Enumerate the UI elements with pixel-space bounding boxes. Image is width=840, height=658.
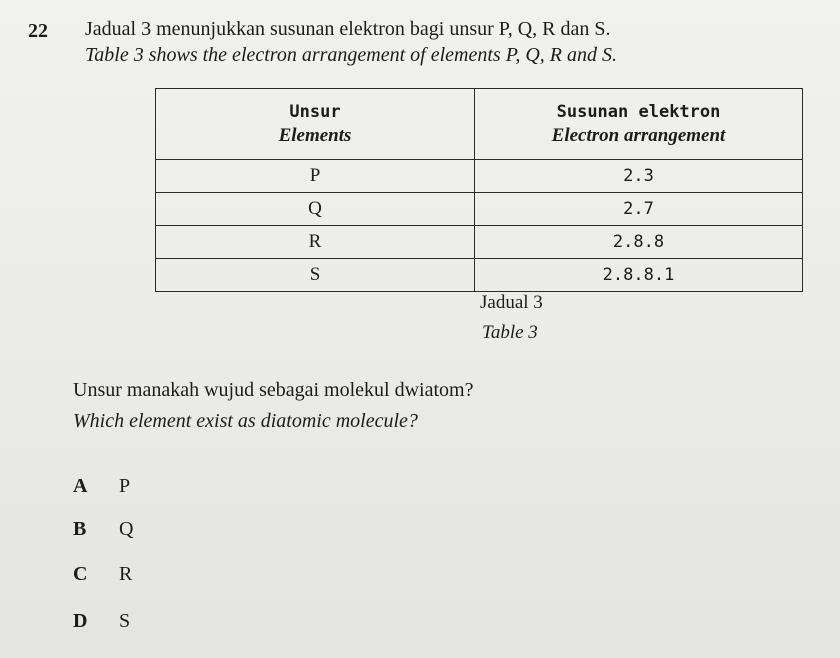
table-row (156, 160, 803, 193)
header-elements-english: Elements (278, 125, 352, 146)
header-arrangement-english: Electron arrangement (551, 125, 726, 146)
option-value: P (119, 475, 131, 497)
element-cell: S (156, 259, 475, 292)
header-elements (156, 89, 475, 160)
option-value: Q (119, 518, 134, 540)
option-a[interactable] (73, 475, 130, 498)
option-value: S (119, 610, 131, 632)
option-letter: D (73, 610, 88, 632)
prompt-english: Which element exist as diatomic molecule? (73, 410, 418, 432)
table-row (156, 193, 803, 226)
header-arrangement-malay: Susunan elektron (556, 102, 721, 122)
element-cell: R (156, 226, 475, 259)
table-header-row (156, 89, 803, 160)
table-row (156, 259, 803, 292)
question-number: 22 (28, 20, 48, 42)
electron-arrangement-table (155, 88, 803, 292)
prompt-malay: Unsur manakah wujud sebagai molekul dwiatom? (73, 379, 474, 401)
element-cell: P (156, 160, 475, 193)
arrangement-cell: 2.3 (475, 160, 803, 193)
table-caption-malay: Jadual 3 (480, 292, 543, 313)
header-elements-malay: Unsur (289, 102, 341, 122)
option-letter: A (73, 475, 88, 497)
header-arrangement (475, 89, 803, 160)
arrangement-cell: 2.7 (475, 193, 803, 226)
question-text-malay: Jadual 3 menunjukkan susunan elektron bagi unsur P, Q, R dan S. (85, 18, 611, 40)
question-text-english: Table 3 shows the electron arrangement of elements P, Q, R and S. (85, 44, 617, 66)
option-letter: C (73, 563, 88, 585)
option-letter: B (73, 518, 87, 540)
option-value: R (119, 563, 133, 585)
option-c[interactable] (73, 563, 132, 586)
table-row (156, 226, 803, 259)
arrangement-cell: 2.8.8.1 (475, 259, 803, 292)
table-caption-english: Table 3 (482, 322, 538, 343)
arrangement-cell: 2.8.8 (475, 226, 803, 259)
element-cell: Q (156, 193, 475, 226)
option-d[interactable] (73, 610, 130, 633)
option-b[interactable] (73, 518, 133, 541)
